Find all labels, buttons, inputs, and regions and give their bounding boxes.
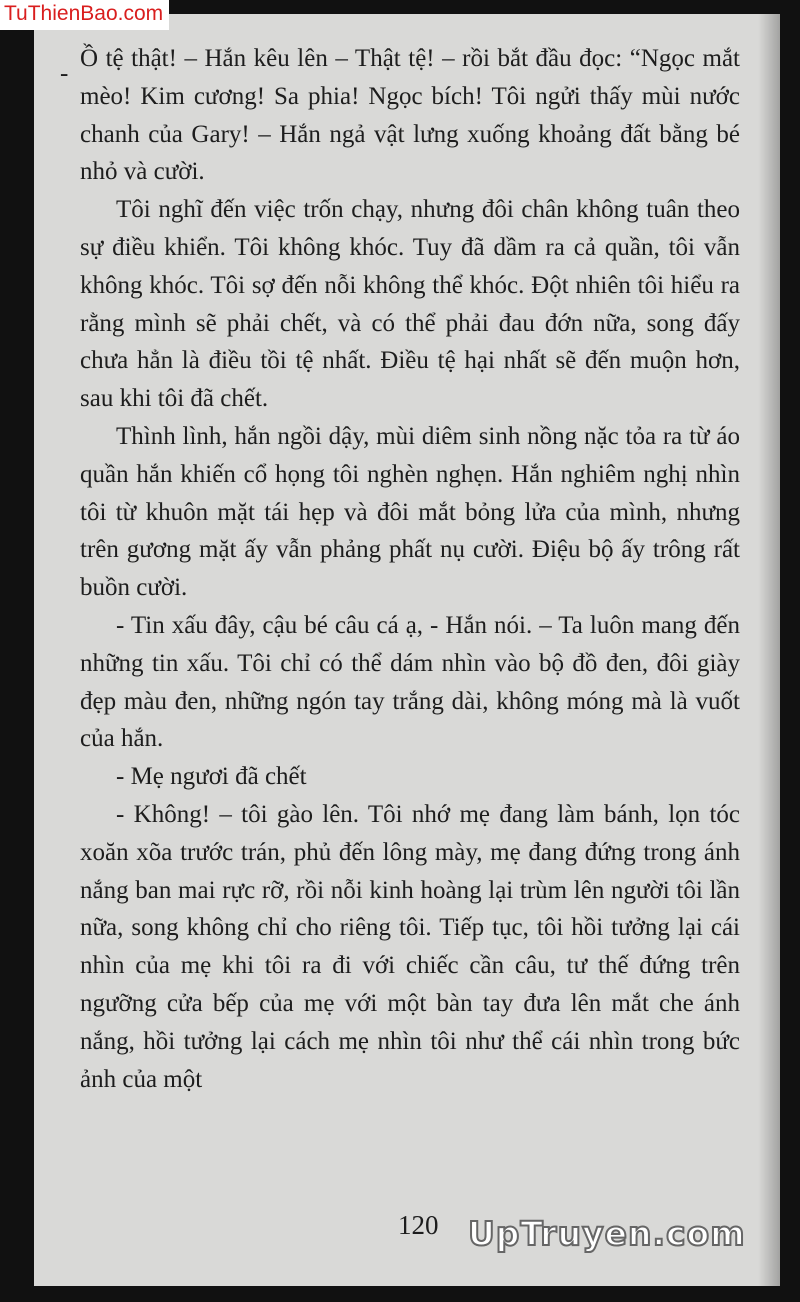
paragraph-4: - Tin xấu đây, cậu bé câu cá ạ, - Hắn nói. – Ta luôn mang đến những tin xấu. Tôi chỉ có thể dám nhìn vào bộ đồ đen, đôi giày đẹp màu đen, những ngón tay trắng dài, không móng mà là vuốt của hắn. [80, 611, 740, 753]
paragraph-1: Ồ tệ thật! – Hắn kêu lên – Thật tệ! – rồi bắt đầu đọc: “Ngọc mắt mèo! Kim cương! Sa phia! Ngọc bích! Tôi ngửi thấy mùi nước chanh của Gary! – Hắn ngả vật lưng xuống khoảng đất bằng bé nhỏ và cười. [80, 45, 740, 186]
watermark-bottom[interactable]: UpTruyen.com [468, 1214, 746, 1253]
paragraph-5: - Mẹ ngươi đã chết [116, 763, 307, 791]
body-text [80, 40, 740, 1098]
paragraph-2: Tôi nghĩ đến việc trốn chạy, nhưng đôi chân không tuân theo sự điều khiển. Tôi không khóc. Tuy đã dầm ra cả quần, tôi vẫn không khóc. Tôi sợ đến nỗi không thể khóc. Đột nhiên tôi hiểu ra rằng mình sẽ phải chết, và có thể phải đau đớn nữa, song đấy chưa hẳn là điều tồi tệ nhất. Điều tệ hại nhất sẽ đến muộn hơn, sau khi tôi đã chết. [80, 196, 740, 413]
page-gutter-shadow [758, 14, 780, 1286]
paragraph-6: - Không! – tôi gào lên. Tôi nhớ mẹ đang làm bánh, lọn tóc xoăn xõa trước trán, phủ đến lông mày, mẹ đang đứng trong ánh nắng ban mai rực rỡ, rồi nỗi kinh hoàng lại trùm lên người tôi lần nữa, song không chỉ cho riêng tôi. Tiếp tục, tôi hồi tưởng lại cái nhìn của mẹ khi tôi ra đi với chiếc cần câu, tư thế đứng trên ngưỡng cửa bếp của mẹ với một bàn tay đưa lên mắt che ánh nắng, hồi tưởng lại cách mẹ nhìn tôi như thể cái nhìn trong bức ảnh của một [80, 800, 740, 1093]
page-number: 120 [398, 1210, 439, 1240]
margin-dash: - [60, 60, 69, 87]
watermark-top[interactable]: TuThienBao.com [0, 0, 169, 30]
paragraph-3: Thình lình, hắn ngồi dậy, mùi diêm sinh nồng nặc tỏa ra từ áo quần hắn khiến cổ họng tôi nghèn nghẹn. Hắn nghiêm nghị nhìn tôi từ khuôn mặt tái hẹp và đôi mắt bỏng lửa của mình, nhưng trên gương mặt ấy vẫn phảng phất nụ cười. Điệu bộ ấy trông rất buồn cười. [80, 422, 740, 602]
